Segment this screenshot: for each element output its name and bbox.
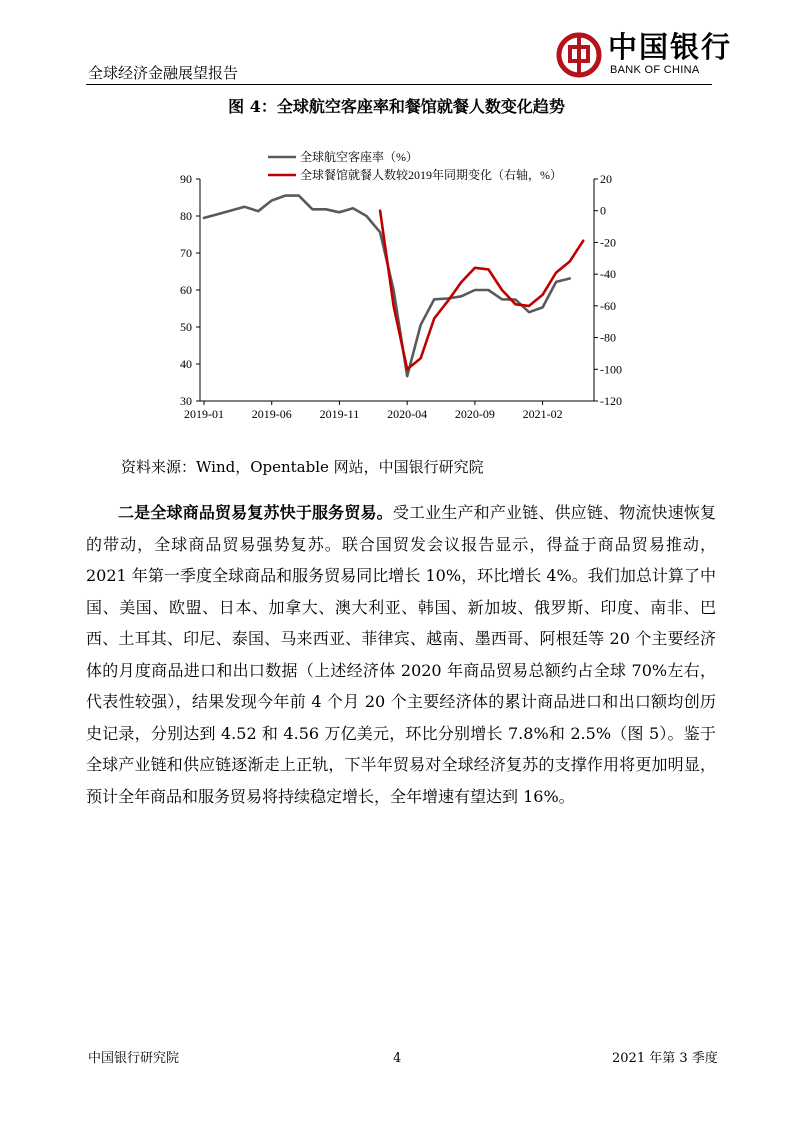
right-tick-label: 20 [600,172,612,186]
right-tick-label: -40 [600,267,616,282]
right-tick-label: -20 [600,235,616,250]
right-tick-label: -120 [600,394,622,408]
body-paragraph [86,497,716,812]
x-tick-label: 2019-01 [184,407,224,421]
legend-label-2: 全球餐馆就餐人数较2019年同期变化（右轴，%） [300,168,562,182]
figure-source: 资料来源：Wind，Opentable 网站，中国银行研究院 [121,458,484,476]
right-tick-label: 0 [600,203,606,218]
left-tick-label: 70 [180,246,192,260]
x-tick-label: 2020-09 [454,407,495,421]
paragraph-lead: 二是全球商品贸易复苏快于服务贸易。 [118,503,393,522]
chart-canvas [150,140,650,430]
page-number: 4 [393,1051,402,1066]
bank-of-china-logo-icon [556,32,602,78]
header-divider [86,84,712,85]
logo-english-name: BANK OF CHINA [610,64,700,76]
left-tick-label: 50 [180,320,192,334]
left-tick-label: 30 [180,394,192,408]
x-tick-label: 2020-04 [387,407,428,421]
footer-org: 中国银行研究院 [88,1051,180,1066]
x-tick-label: 2019-06 [251,407,292,421]
left-tick-label: 40 [180,357,192,371]
right-tick-label: -60 [600,298,616,313]
series-line-1 [204,196,570,377]
figure-title: 图 4：全球航空客座率和餐馆就餐人数变化趋势 [228,97,565,116]
x-tick-label: 2021-02 [522,407,563,421]
legend-label-1: 全球航空客座率（%） [300,150,418,164]
bank-logo [556,28,733,82]
right-tick-label: -100 [600,362,622,377]
left-tick-label: 90 [180,172,192,186]
line-chart [150,140,650,430]
paragraph-text: 受工业生产和产业链、供应链、物流快速恢复的带动，全球商品贸易强势复苏。联合国贸发会议报告显示，得益于商品贸易推动，2021 年第一季度全球商品和服务贸易同比增长 10%，环比增长 4%。我们加总计算了中国、美国、欧盟、日本、加拿大、澳大利亚、韩国、新加坡、俄罗斯、印度、南非、巴西、土耳其、印尼、泰国、马来西亚、菲律宾、越南、墨西哥、阿根廷等 20 个主要经济体的月度商品进口和出口数据（上述经济体 2020 年商品贸易总额约占全球 70%左右，代表性较强），结果发现今年前 4 个月 20 个主要经济体的累计商品进口和出口额均创历史记录，分别达到 4.52 和 4.56 万亿美元，环比分别增长 7.8%和 2.5%（图 5）。鉴于全球产业链和供应链逐渐走上正轨，下半年贸易对全球经济复苏的支撑作用将更加明显，预计全年商品和服务贸易将持续稳定增长，全年增速有望达到 16%。 [86,503,716,806]
left-tick-label: 60 [180,283,192,297]
left-tick-label: 80 [180,209,192,223]
logo-chinese-name: 中国银行 [608,30,733,64]
footer-period: 2021 年第 3 季度 [612,1051,718,1066]
right-tick-label: -80 [600,330,616,345]
x-tick-label: 2019-11 [319,407,360,421]
report-title: 全球经济金融展望报告 [88,64,239,82]
